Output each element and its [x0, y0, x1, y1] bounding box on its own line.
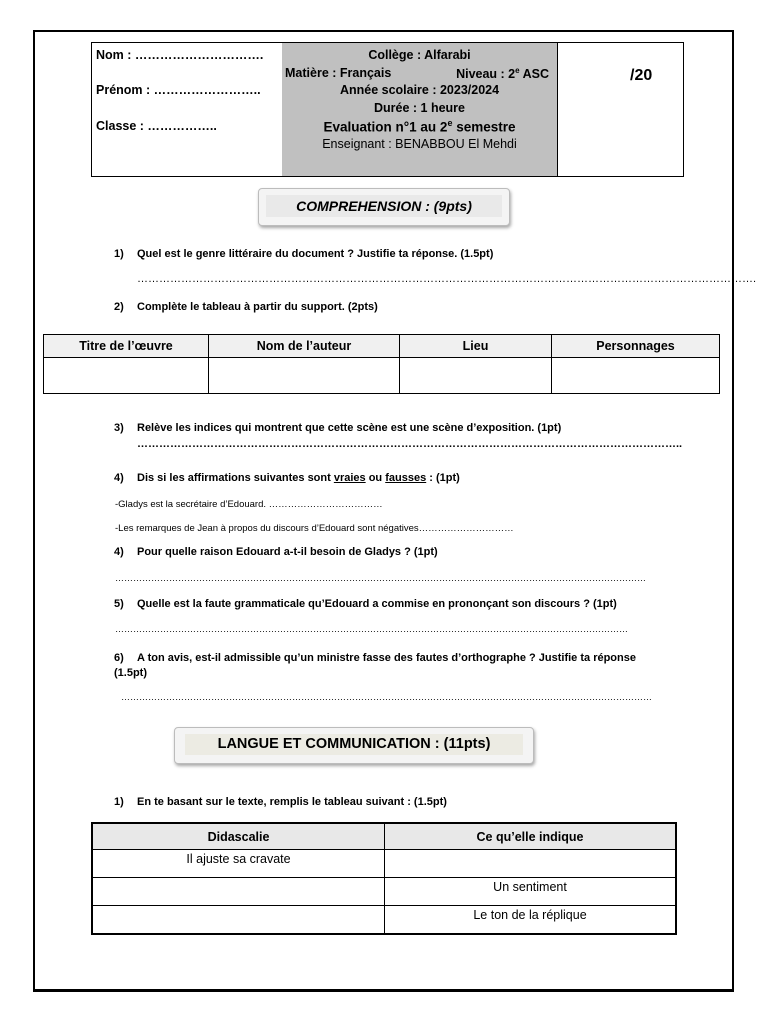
question-4: 4) Dis si les affirmations suivantes sont vraies ou fausses : (1pt)	[114, 472, 460, 484]
cell-r3-didascalie[interactable]	[92, 906, 385, 935]
niveau: Niveau : 2e ASC	[456, 66, 549, 82]
score-box	[558, 43, 684, 176]
cell-r2-indique: Un sentiment	[385, 878, 677, 906]
question-5: 4) Pour quelle raison Edouard a-t-il besoin de Gladys ? (1pt)	[114, 546, 438, 558]
comprehension-title-box	[258, 188, 510, 226]
answer-line-6[interactable]: ………………………………………………………………………………………………………………………………………………………	[115, 624, 628, 634]
matiere: Matière : Français	[285, 66, 392, 80]
classe-field[interactable]: Classe : ……………..	[96, 119, 217, 133]
col-didascalie: Didascalie	[92, 823, 385, 850]
col-titre: Titre de l’œuvre	[44, 335, 209, 358]
cell-personnages[interactable]	[552, 358, 720, 394]
student-info	[92, 43, 283, 176]
exam-header	[91, 42, 684, 177]
score-total: /20	[630, 67, 653, 84]
langue-question-1: 1) En te basant sur le texte, remplis le tableau suivant : (1.5pt)	[114, 796, 447, 808]
evaluation: Evaluation n°1 au 2e semestre	[323, 118, 516, 135]
answer-line-7[interactable]: ……………………………………………………………………………………………………………………………………………………………	[121, 692, 652, 702]
question-6: 5) Quelle est la faute grammaticale qu’Edouard a commise en prononçant son discours ? (1pt)	[114, 598, 617, 610]
annee-scolaire: Année scolaire : 2023/2024	[339, 83, 500, 97]
exam-info	[282, 43, 558, 176]
question-2: 2) Complète le tableau à partir du support. (2pts)	[114, 301, 378, 313]
affirmation-2[interactable]: -Les remarques de Jean à propos du discours d’Edouard sont négatives…………………………	[115, 523, 514, 534]
prenom-field[interactable]: Prénom : ……………………..	[96, 83, 261, 97]
nom-field[interactable]: Nom : ………………………….	[96, 48, 264, 62]
question-3: 3) Relève les indices qui montrent que cette scène est une scène d’exposition. (1pt)	[114, 422, 562, 434]
didascalie-table	[91, 822, 677, 935]
col-personnages: Personnages	[552, 335, 720, 358]
cell-lieu[interactable]	[400, 358, 552, 394]
cell-auteur[interactable]	[209, 358, 400, 394]
cell-r1-didascalie: Il ajuste sa cravate	[92, 850, 385, 878]
enseignant: Enseignant : BENABBOU El Mehdi	[322, 137, 517, 151]
answer-line-5[interactable]: ……………………………………………………………………………………………………………………………………………………………	[115, 573, 646, 583]
answer-line-1[interactable]: …………………………………………………………………………………………………………………………………………………….	[137, 273, 757, 285]
answer-line-3[interactable]: …………………………………………………………………………………………………………………………………..	[137, 438, 683, 450]
cell-r1-indique[interactable]	[385, 850, 677, 878]
question-7: 6) A ton avis, est-il admissible qu’un ministre fasse des fautes d’orthographe ? Justifie ta réponse (1.5pt)	[114, 652, 636, 679]
col-auteur: Nom de l’auteur	[209, 335, 400, 358]
work-info-table	[43, 334, 720, 394]
comprehension-title: COMPREHENSION : (9pts)	[296, 198, 472, 214]
affirmation-1[interactable]: -Gladys est la secrétaire d’Edouard. ………………………………	[115, 499, 383, 510]
col-indique: Ce qu’elle indique	[385, 823, 677, 850]
langue-title: LANGUE ET COMMUNICATION : (11pts)	[217, 736, 491, 752]
question-1: 1) Quel est le genre littéraire du document ? Justifie ta réponse. (1.5pt)	[114, 248, 494, 260]
cell-titre[interactable]	[44, 358, 209, 394]
cell-r2-didascalie[interactable]	[92, 878, 385, 906]
col-lieu: Lieu	[400, 335, 552, 358]
college: Collège : Alfarabi	[368, 48, 471, 62]
langue-title-box	[174, 727, 534, 764]
cell-r3-indique: Le ton de la réplique	[385, 906, 677, 935]
duree: Durée : 1 heure	[373, 101, 465, 115]
